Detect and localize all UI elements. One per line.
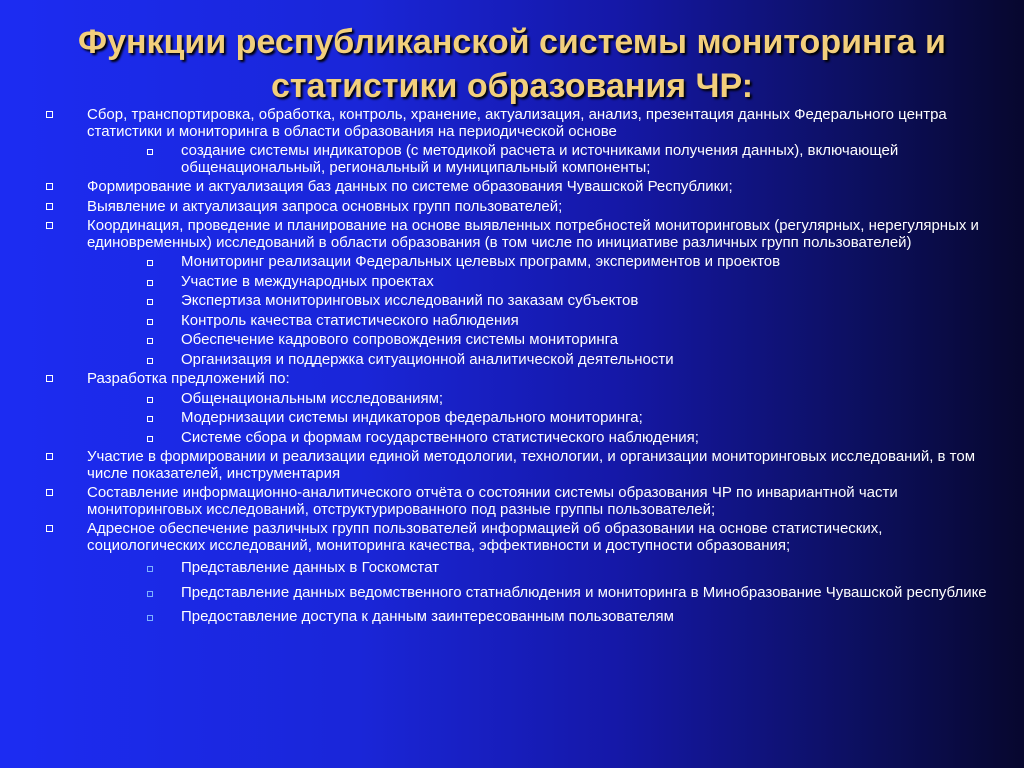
list-item-text: Разработка предложений по: [87,370,290,387]
list-item-text: Адресное обеспечение различных групп пользователей информацией об образовании на основе статистических, социологических исследований, мониторинга качества, эффективности и доступности образования; [87,520,883,554]
square-bullet-icon [46,203,53,210]
list-item-text: Выявление и актуализация запроса основных групп пользователей; [87,197,563,215]
title-line-2: статистики образования ЧР: [270,67,754,105]
list-item [46,449,996,482]
sub-list-item [46,274,996,291]
sub-list-item-text: Организация и поддержка ситуационной аналитической деятельности [181,350,674,368]
square-bullet-icon [147,299,153,305]
sub-list-item-text: Представление данных в Госкомстат [181,559,440,576]
sub-list-item [46,332,996,349]
sub-list-item [46,143,996,176]
sub-list-item-text: Обеспечение кадрового сопровождения системы мониторинга [181,331,619,348]
square-bullet-icon [46,111,53,118]
sub-list-item [46,352,996,369]
square-bullet-icon [147,615,153,621]
sub-list-item-text: Экспертиза мониторинговых исследований по заказам субъектов [181,292,639,309]
square-bullet-icon [147,358,153,364]
square-bullet-icon [46,375,53,382]
sub-list-item-text: Участие в международных проектах [181,272,434,290]
sub-list-item [46,430,996,447]
title-line-1: Функции республиканской системы мониторинга и [78,23,946,61]
square-bullet-icon [147,280,153,286]
sub-list-item-text: Системе сбора и формам государственного статистического наблюдения; [181,428,699,446]
list-item [46,371,996,388]
square-bullet-icon [147,591,153,597]
sub-list-item-text: Модернизации системы индикаторов федерального мониторинга; [181,409,643,426]
sub-list-item [46,254,996,271]
list-item-text: Участие в формировании и реализации единой методологии, технологии, и организации мониторинговых исследований, в том числе показателей, инструментария [87,448,976,482]
square-bullet-icon [46,183,53,190]
square-bullet-icon [147,149,153,155]
sub-list-item-text: Представление данных ведомственного статнаблюдения и мониторинга в Минобразование Чувашской республике [181,583,987,601]
list-item [46,485,996,518]
sub-list-item [46,560,996,577]
sub-list-item-text: Мониторинг реализации Федеральных целевых программ, экспериментов и проектов [181,253,781,270]
list-item [46,521,996,554]
sub-list-item [46,391,996,408]
sub-list-item [46,410,996,427]
square-bullet-icon [147,436,153,442]
square-bullet-icon [147,319,153,325]
sub-list-item [46,293,996,310]
square-bullet-icon [147,566,153,572]
list-item-text: Составление информационно-аналитического отчёта о состоянии системы образования ЧР по инвариантной части мониторинговых исследований, отструктурированного под разные группы пользователей; [87,484,898,518]
square-bullet-icon [46,222,53,229]
list-item [46,218,996,251]
sub-list-item [46,585,996,602]
square-bullet-icon [147,260,153,266]
square-bullet-icon [147,416,153,422]
sub-list-item-text: создание системы индикаторов (с методикой расчета и источниками получения данных), включающей общенациональный, региональный и муниципальный компоненты; [181,142,899,176]
square-bullet-icon [46,525,53,532]
functions-list [46,107,996,634]
list-item-text: Сбор, транспортировка, обработка, контроль, хранение, актуализация, анализ, презентация данных Федерального центра статистики и мониторинга в области образования на периодической основе [87,106,947,140]
list-item [46,107,996,140]
square-bullet-icon [147,397,153,403]
square-bullet-icon [46,453,53,460]
list-item-text: Координация, проведение и планирование на основе выявленных потребностей мониторинговых (регулярных, нерегулярных и единовременных) исследований в области образования (в том числе по инициативе различных групп пользователей) [87,217,979,251]
square-bullet-icon [147,338,153,344]
sub-list-item-text: Предоставление доступа к данным заинтересованным пользователям [181,608,674,625]
sub-list-item-text: Общенациональным исследованиям; [181,389,444,407]
slide-title [40,20,984,108]
list-item [46,179,996,196]
sub-list-item-text: Контроль качества статистического наблюдения [181,311,519,329]
square-bullet-icon [46,489,53,496]
list-item-text: Формирование и актуализация баз данных по системе образования Чувашской Республики; [87,178,733,195]
sub-list-item [46,609,996,626]
list-item [46,199,996,216]
sub-list-item [46,313,996,330]
